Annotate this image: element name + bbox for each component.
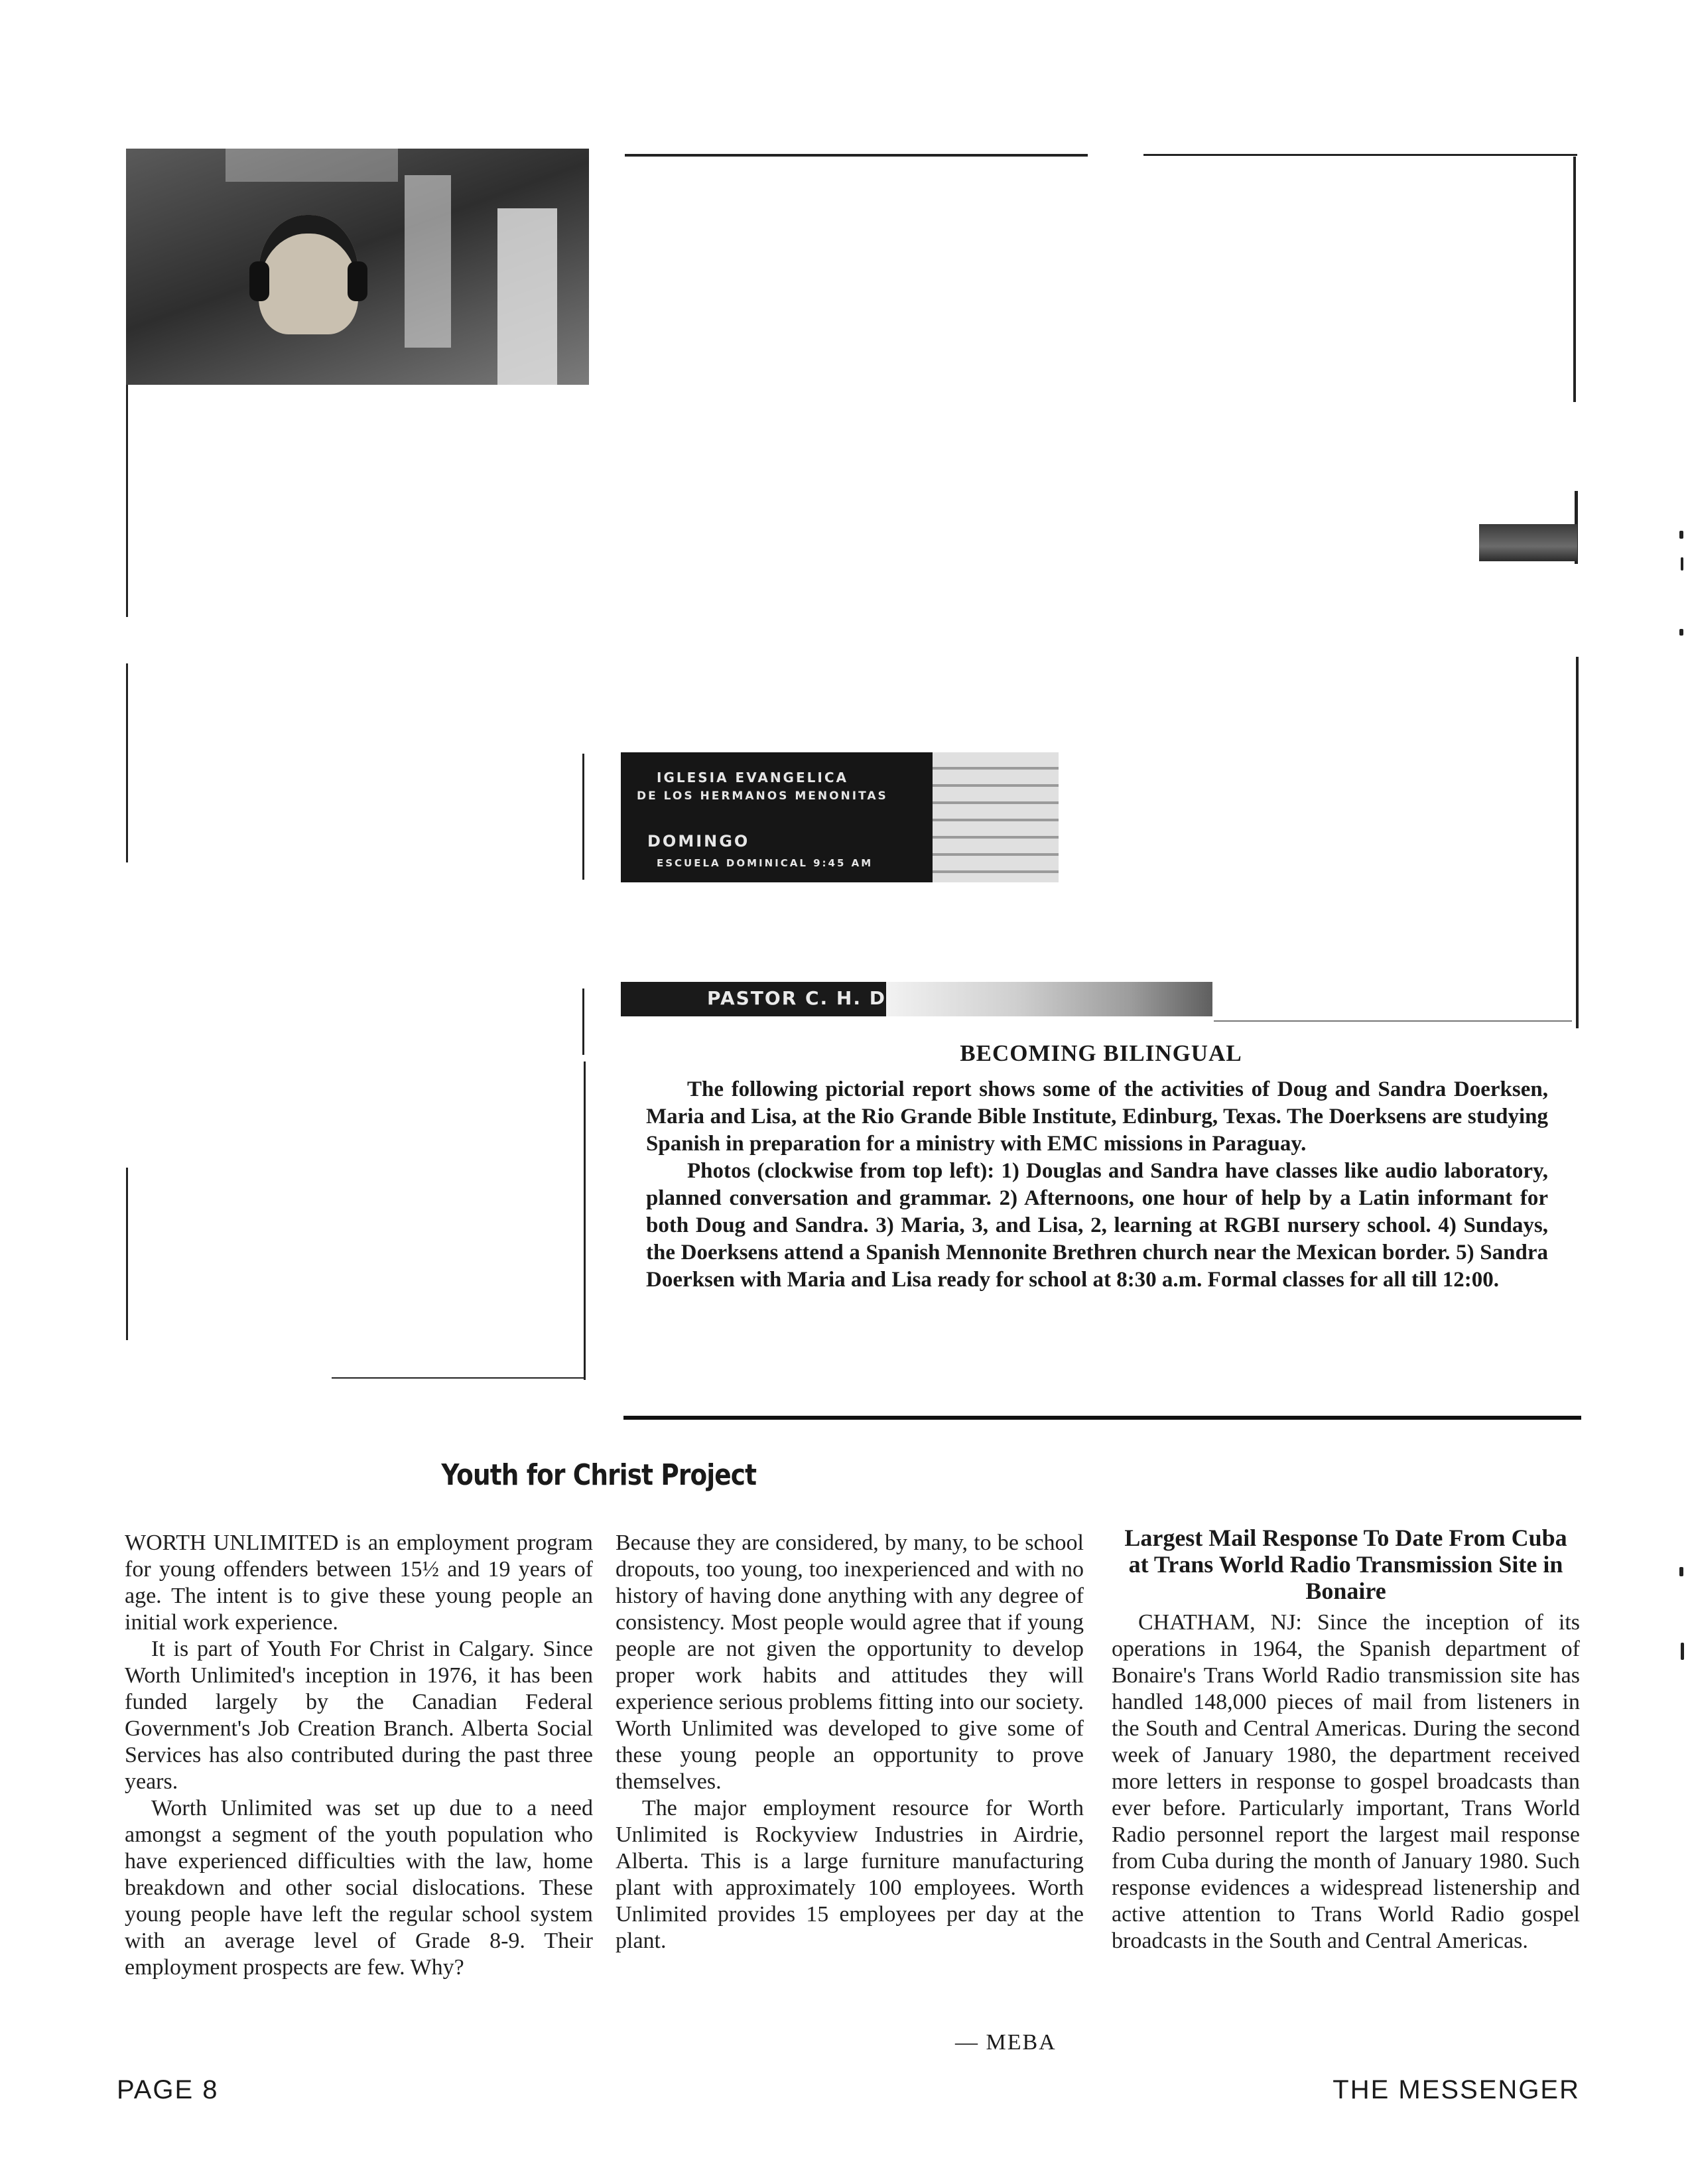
article-paragraph: CHATHAM, NJ: Since the inception of its operations in 1964, the Spanish department of Bonaire's Trans World Radio transmission site has handled 148,000 pieces of mail from listeners in the South and Central Americas. During the second week of January 1980, the department received more letters in response to gospel broadcasts than ever before. Particularly important, Trans World Radio personnel report the largest mail response from Cuba during the month of January 1980. Such response evidences a widespread listenership and active attention to Trans World Radio gospel broadcasts in the South and Central Americas. — [1112, 1610, 1580, 1953]
pastor-sign-text: PASTOR C. H. D — [707, 987, 886, 1009]
article-paragraph: It is part of Youth For Christ in Calgary. Since Worth Unlimited's inception in 1976, it has been funded largely by the Canadian Federal Government's Job Creation Branch. Alberta Social Services has also contributed during the past three years. — [125, 1637, 593, 1794]
person-figure — [259, 215, 358, 334]
caption-paragraph: The following pictorial report shows some of the activities of Doug and Sandra Doerksen, Maria and Lisa, at the Rio Grande Bible Institute, Edinburg, Texas. The Doerksens are studying Spanish in preparation for a ministry with EMC missions in Paraguay. — [646, 1077, 1548, 1156]
photo-church-sign — [621, 752, 1059, 882]
article-column-1 — [125, 1530, 593, 1981]
photo-nursery-fragment — [1479, 524, 1577, 561]
margin-speck — [1679, 629, 1683, 636]
caption-title: BECOMING BILINGUAL — [960, 1040, 1242, 1066]
sign-line-4: ESCUELA DOMINICAL 9:45 AM — [657, 857, 874, 869]
sign-line-2: DE LOS HERMANOS MENONITAS — [637, 789, 888, 803]
radio-article-headline: Largest Mail Response To Date From Cuba at Trans World Radio Transmission Site in Bonaire — [1124, 1525, 1567, 1604]
article-paragraph: Because they are considered, by many, to be school dropouts, too young, too inexperienced and with no history of having done anything with any degree of consistency. Most people would agree that if young people are not given the opportunity to develop proper work habits and attitudes they will experience serious problems fitting into our society. Worth Unlimited was developed to give some of these young people an opportunity to prove themselves. — [616, 1531, 1084, 1794]
article-paragraph: Worth Unlimited was set up due to a need amongst a segment of the youth population who have experienced difficulties with the law, home breakdown and other social dislocations. These young people have left the regular school system with an average level of Grade 8-9. Their employment prospects are few. Why? — [125, 1796, 593, 1980]
publication-name: THE MESSENGER — [1332, 2075, 1580, 2104]
photo-pastor-sign — [621, 982, 1212, 1016]
section-divider — [623, 1416, 1581, 1420]
margin-speck — [1679, 1567, 1683, 1576]
article-column-2 — [616, 1530, 1084, 1954]
article-credit: — MEBA — [955, 2030, 1057, 2055]
margin-speck — [1681, 1643, 1684, 1660]
margin-speck — [1681, 557, 1683, 571]
margin-speck — [1679, 531, 1683, 539]
page-number: PAGE 8 — [117, 2075, 219, 2104]
article-paragraph: WORTH UNLIMITED is an employment program for young offenders between 15½ and 19 years of age. The intent is to give these young people an initial work experience. — [125, 1531, 593, 1635]
caption-paragraph: Photos (clockwise from top left): 1) Douglas and Sandra have classes like audio laboratory, planned conversation and grammar. 2) Afternoons, one hour of help by a Latin informant for both Doug and Sandra. 3) Maria, 3, and Lisa, 2, learning at RGBI nursery school. 4) Sundays, the Doerksens attend a Spanish Mennonite Brethren church near the Mexican border. 5) Sandra Doerksen with Maria and Lisa ready for school at 8:30 a.m. Formal classes for all till 12:00. — [646, 1159, 1548, 1292]
sign-line-1: IGLESIA EVANGELICA — [657, 770, 848, 785]
photo-audio-lab — [126, 149, 589, 385]
radio-article-body — [1112, 1609, 1580, 1954]
sign-line-3: DOMINGO — [647, 832, 750, 851]
caption-body — [646, 1076, 1548, 1294]
article-headline: Youth for Christ Project — [441, 1458, 757, 1492]
article-paragraph: The major employment resource for Worth Unlimited is Rockyview Industries in Airdrie, Alberta. This is a large furniture manufacturing plant with approximately 100 employees. Worth Unlimited provides 15 employees per day at the plant. — [616, 1796, 1084, 1953]
